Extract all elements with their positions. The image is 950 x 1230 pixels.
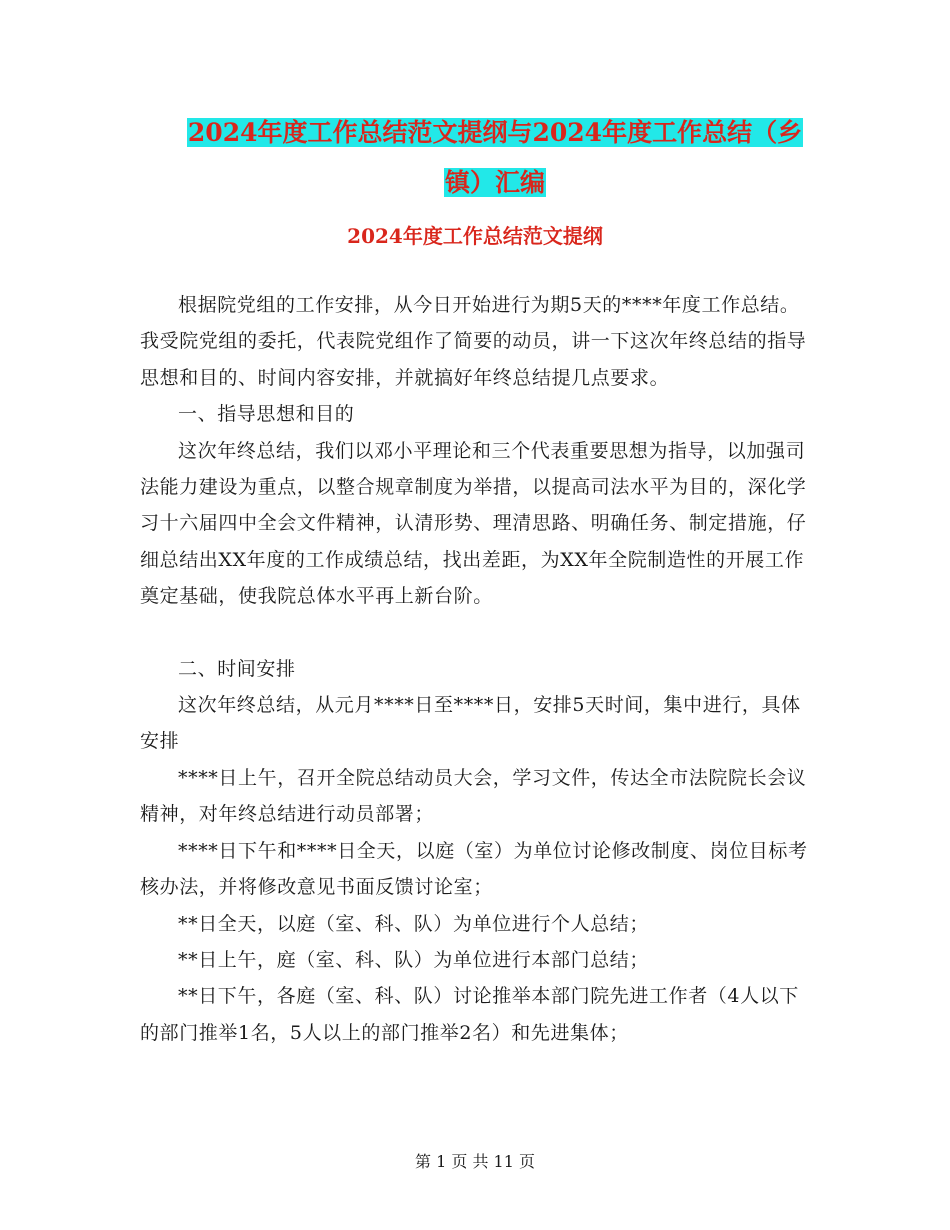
schedule-item-4: **日上午，庭（室、科、队）为单位进行本部门总结； — [178, 948, 650, 971]
document-body — [140, 287, 810, 1051]
paragraph-schedule: 这次年终总结，从元月****日至****日，安排5天时间，集中进行，具体安排 — [140, 694, 801, 753]
paragraph-intro: 根据院党组的工作安排，从今日开始进行为期5天的****年度工作总结。我受院党组的委托，代表院党组作了简要的动员，讲一下这次年终总结的指导思想和目的、时间内容安排，并就搞好年终总结提几点要求。 — [140, 294, 807, 389]
schedule-item-1: ****日上午，召开全院总结动员大会，学习文件，传达全市法院院长会议精神，对年终总结进行动员部署； — [140, 766, 807, 826]
paragraph-guiding-thought: 这次年终总结，我们以邓小平理论和三个代表重要思想为指导，以加强司法能力建设为重点，以整合规章制度为举措，以提高司法水平为目的，深化学习十六届四中全会文件精神，认清形势、理清思路、明确任务、制定措施，仔细总结出XX年度的工作成绩总结，找出差距，为XX年全院制造性的开展工作奠定基础，使我院总体水平再上新台阶。 — [140, 439, 807, 608]
heading-schedule: 二、时间安排 — [178, 657, 296, 680]
heading-guiding-thought: 一、指导思想和目的 — [178, 403, 355, 426]
section-title: 2024年度工作总结范文提纲 — [347, 224, 603, 248]
document-title — [140, 108, 850, 208]
title-line-2: 镇）汇编 — [444, 168, 545, 197]
schedule-item-2: ****日下午和****日全天，以庭（室）为单位讨论修改制度、岗位目标考核办法，并将修改意见书面反馈讨论室； — [140, 839, 808, 899]
page-number: 第 1 页 共 11 页 — [415, 1152, 535, 1171]
schedule-item-5: **日下午，各庭（室、科、队）讨论推举本部门院先进工作者（4人以下的部门推举1名，5人以上的部门推举2名）和先进集体； — [140, 985, 799, 1044]
schedule-item-3: **日全天，以庭（室、科、队）为单位进行个人总结； — [178, 912, 650, 935]
title-line-1: 2024年度工作总结范文提纲与2024年度工作总结（乡 — [187, 118, 803, 147]
